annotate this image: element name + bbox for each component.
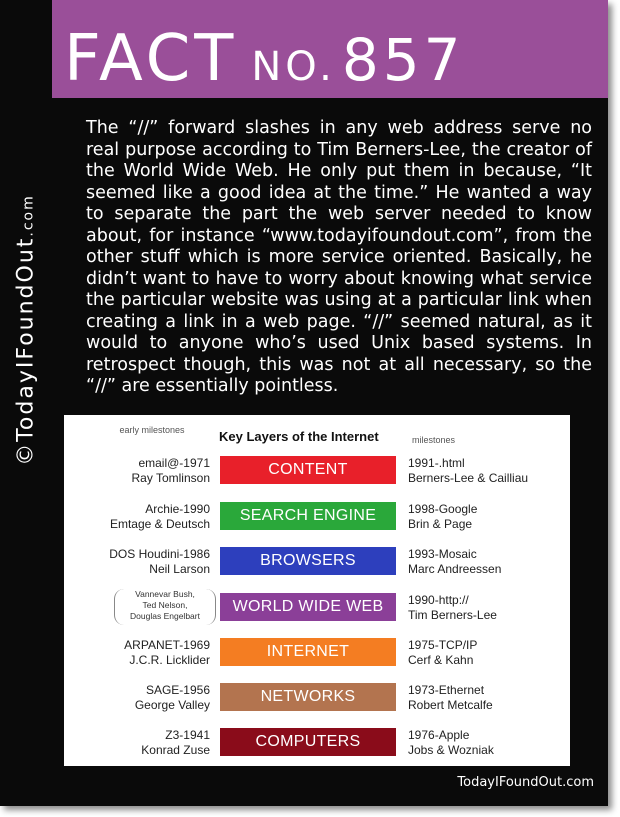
layer-row: [64, 545, 570, 579]
layer-row: [64, 726, 570, 760]
layer-bar: WORLD WIDE WEB: [220, 593, 396, 621]
right-milestone-line: Marc Andreessen: [408, 562, 502, 576]
left-milestone-line: George Valley: [134, 698, 210, 712]
fact-body-text: The “//” forward slashes in any web address serve no real purpose according to Tim Berners-Lee, the creator of the World Wide Web. He only put them in because, “It seemed like a good idea at the time.” He wanted a way to separate the part the web server needed to know about, for instance “www.todayifoundout.com”, from the other stuff which is more service oriented. Basically, he didn’t want to have to worry about knowing what service the particular website was using at a particular link when creating a link in a web page. “//” seemed natural, as it would to anyone who’s used Unix based systems. In retrospect though, this was not at all necessary, so the “//” are essentially pointless.: [86, 118, 592, 396]
left-milestone: [110, 502, 210, 532]
layer-bar: NETWORKS: [220, 683, 396, 711]
layer-row: [64, 500, 570, 534]
left-milestone-line: Z3-1941: [165, 728, 210, 742]
footer-site: TodayIFoundOut.com: [457, 775, 594, 790]
left-milestone-names: [114, 589, 216, 625]
right-milestone-line: Robert Metcalfe: [408, 698, 493, 712]
right-milestone-line: 1998-Google: [408, 502, 478, 516]
right-milestone-line: Tim Berners-Lee: [408, 608, 497, 622]
fact-number: 857: [341, 26, 465, 94]
right-milestone-line: 1975-TCP/IP: [408, 638, 478, 652]
layer-row: [64, 636, 570, 670]
right-milestone-line: 1993-Mosaic: [408, 547, 477, 561]
layer-bar: SEARCH ENGINE: [220, 502, 396, 530]
side-brand-name: ©TodayIFoundOut: [13, 236, 39, 466]
left-milestone-name: Vannevar Bush,: [135, 589, 195, 599]
left-milestone-line: DOS Houdini-1986: [109, 547, 210, 561]
early-milestones-label: early milestones: [119, 425, 185, 435]
right-milestone: [408, 502, 477, 532]
right-milestone: [408, 593, 497, 623]
right-milestone-line: Brin & Page: [408, 517, 473, 531]
layer-bar: BROWSERS: [220, 547, 396, 575]
left-milestone-name: Douglas Engelbart: [130, 611, 200, 621]
left-milestone-line: Ray Tomlinson: [131, 471, 210, 485]
right-milestone: [408, 638, 477, 668]
right-milestone-line: Jobs & Wozniak: [408, 743, 494, 757]
internet-layers-diagram: [64, 415, 570, 766]
left-milestone-line: ARPANET-1969: [124, 638, 210, 652]
right-milestone-line: 1976-Apple: [408, 728, 470, 742]
right-milestone-line: 1990-http://: [408, 593, 469, 607]
left-milestone: [141, 728, 210, 758]
layer-bar: COMPUTERS: [220, 728, 396, 756]
left-milestone-line: Konrad Zuse: [141, 743, 210, 757]
layer-row: [64, 454, 570, 488]
right-milestone-line: 1991-.html: [408, 456, 465, 470]
layer-row: [64, 681, 570, 715]
left-milestone-line: J.C.R. Licklider: [129, 653, 210, 667]
right-milestone-line: Berners-Lee & Cailliau: [408, 471, 529, 485]
left-milestone-line: Emtage & Deutsch: [109, 517, 210, 531]
side-brand: [14, 194, 39, 466]
right-milestone: [408, 683, 493, 713]
right-milestone: [408, 728, 494, 758]
left-milestone: [132, 456, 210, 486]
fact-word: FACT: [64, 22, 238, 96]
left-milestone-name: Ted Nelson,: [142, 600, 188, 610]
milestones-label: milestones: [412, 435, 456, 445]
fact-title: [64, 24, 465, 94]
left-milestone-line: SAGE-1956: [145, 683, 210, 697]
left-milestone: [109, 547, 210, 577]
right-milestone-line: 1973-Ethernet: [408, 683, 485, 697]
right-milestone: [408, 547, 501, 577]
left-milestone: [135, 683, 210, 713]
layer-bar: INTERNET: [220, 638, 396, 666]
left-milestone: [124, 638, 210, 668]
side-bar: [0, 0, 52, 806]
side-brand-domain: .com: [20, 194, 37, 237]
right-milestone: [408, 456, 528, 486]
left-milestone-line: email@-1971: [138, 456, 210, 470]
no-word: NO.: [251, 44, 336, 90]
layer-row: [64, 591, 570, 625]
left-milestone-line: Neil Larson: [149, 562, 210, 576]
right-milestone-line: Cerf & Kahn: [408, 653, 474, 667]
left-milestone-line: Archie-1990: [145, 502, 210, 516]
layer-bar: CONTENT: [220, 456, 396, 484]
diagram-title: Key Layers of the Internet: [219, 429, 379, 444]
